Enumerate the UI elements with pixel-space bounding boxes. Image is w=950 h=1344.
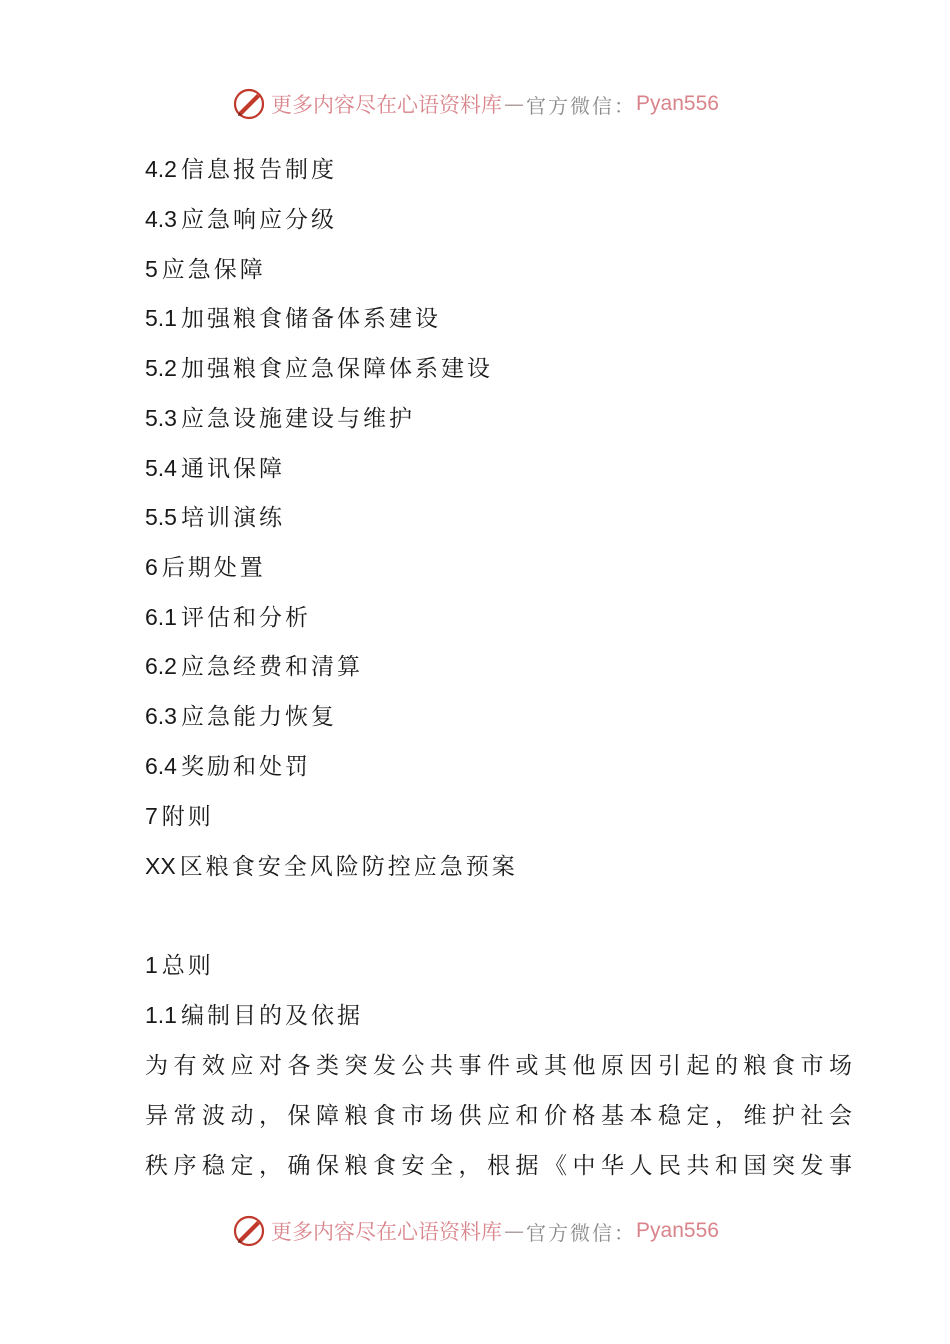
paragraph-line: 秩序稳定，确保粮食安全，根据《中华人民共和国突发事 [145, 1153, 858, 1179]
section-heading: 1 总则 [145, 952, 214, 979]
footer-watermark [0, 1209, 950, 1253]
site-name: 更多内容尽在心语资料库 [271, 93, 503, 117]
banner-dash: — [504, 92, 525, 116]
toc-line: 4.2 信息报告制度 [145, 156, 337, 183]
subsection-heading: 1.1 编制目的及依据 [145, 1002, 363, 1029]
toc-line: 6 后期处置 [145, 554, 266, 581]
toc-line: 5.1 加强粮食储备体系建设 [145, 305, 441, 332]
toc-line: 5.5 培训演练 [145, 504, 285, 531]
paragraph-line: 为有效应对各类突发公共事件或其他原因引起的粮食市场 [145, 1053, 858, 1079]
toc-line: 6.3 应急能力恢复 [145, 703, 337, 730]
site-name: 更多内容尽在心语资料库 [271, 1220, 503, 1244]
wechat-label: 官方微信： [526, 1220, 637, 1245]
toc-line: 5.4 通讯保障 [145, 455, 285, 482]
pen-logo-icon [231, 86, 267, 122]
toc-line: 6.4 奖励和处罚 [145, 753, 311, 780]
wechat-id: Pyan556 [636, 92, 719, 115]
toc-line: 6.2 应急经费和清算 [145, 653, 363, 680]
banner-dash: — [504, 1219, 525, 1243]
document-title: XX 区粮食安全风险防控应急预案 [145, 853, 518, 880]
paragraph-line: 异常波动，保障粮食市场供应和价格基本稳定，维护社会 [145, 1103, 858, 1129]
toc-line: 6.1 评估和分析 [145, 604, 311, 631]
toc-line: 5.2 加强粮食应急保障体系建设 [145, 355, 493, 382]
toc-line: 7 附则 [145, 803, 214, 830]
toc-line: 5.3 应急设施建设与维护 [145, 405, 415, 432]
toc-line: 4.3 应急响应分级 [145, 206, 337, 233]
wechat-label: 官方微信： [526, 93, 637, 118]
header-watermark [0, 82, 950, 126]
wechat-id: Pyan556 [636, 1219, 719, 1242]
pen-logo-icon [231, 1213, 267, 1249]
toc-line: 5 应急保障 [145, 256, 266, 283]
